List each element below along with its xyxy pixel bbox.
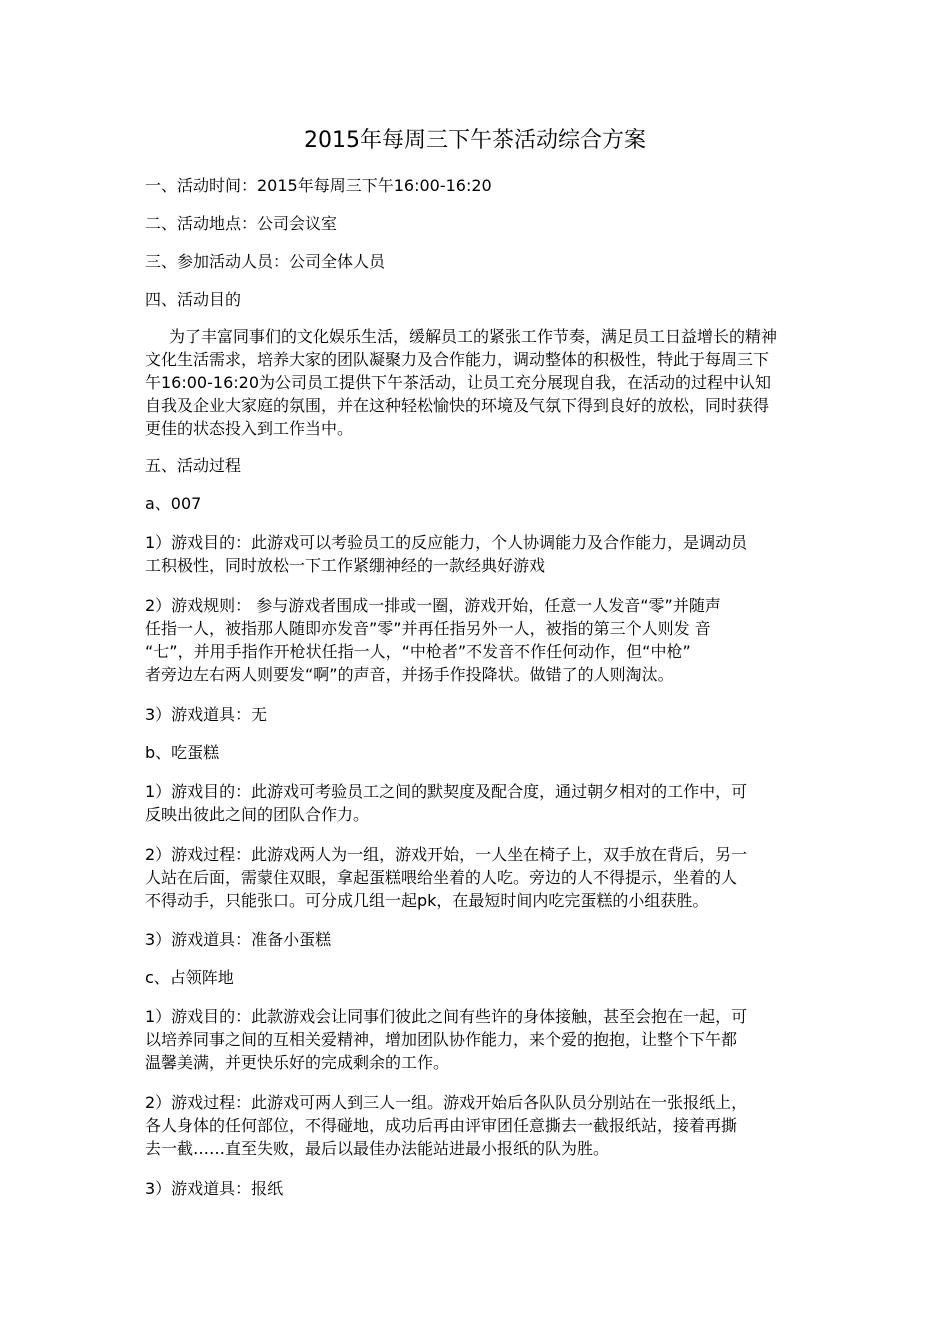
participants: 三、参加活动人员：公司全体人员 [145, 252, 386, 271]
section-heading-purpose: 四、活动目的 [145, 290, 242, 309]
paragraph-line: 更佳的状态投入到工作当中。 [145, 419, 354, 438]
paragraph-line: 2）游戏过程：此游戏两人为一组，游戏开始，一人坐在椅子上，双手放在背后，另一 [145, 845, 748, 864]
document-title: 2015年每周三下午茶活动综合方案 [304, 128, 646, 153]
game-a-purpose [145, 531, 810, 577]
paragraph-line: 人站在后面，需蒙住双眼，拿起蛋糕喂给坐着的人吃。旁边的人不得提示，坐着的人 [145, 868, 738, 887]
paragraph-line: 为了丰富同事们的文化娱乐生活，缓解员工的紧张工作节奏，满足员工日益增长的精神 [169, 327, 778, 346]
activity-time: 一、活动时间：2015年每周三下午16:00-16:20 [145, 176, 492, 195]
game-b-props: 3）游戏道具：准备小蛋糕 [145, 930, 332, 949]
section-heading-process: 五、活动过程 [145, 456, 242, 475]
game-b-purpose [145, 780, 810, 826]
paragraph-line: 温馨美满，并更快乐好的完成剩余的工作。 [145, 1053, 450, 1072]
activity-location: 二、活动地点：公司会议室 [145, 214, 338, 233]
game-c-heading: c、占领阵地 [145, 968, 234, 987]
game-c-purpose [145, 1005, 810, 1074]
paragraph-line: 2）游戏过程：此游戏可两人到三人一组。游戏开始后各队队员分别站在一张报纸上， [145, 1093, 748, 1112]
paragraph-line: 任指一人，被指那人随即亦发音”零”并再任指另外一人，被指的第三个人则发 音 [145, 619, 711, 638]
game-a-props: 3）游戏道具：无 [145, 705, 268, 724]
paragraph-line: 自我及企业大家庭的氛围，并在这种轻松愉快的环境及气氛下得到良好的放松，同时获得 [145, 396, 770, 415]
paragraph-line: “七”，并用手指作开枪状任指一人，“中枪者”不发音不作任何动作，但“中枪” [145, 642, 691, 661]
paragraph-line: 1）游戏目的：此游戏可以考验员工的反应能力，个人协调能力及合作能力，是调动员 [145, 533, 748, 552]
paragraph-line: 2）游戏规则： 参与游戏者围成一排或一圈，游戏开始，任意一人发音“零”并随声 [145, 596, 721, 615]
paragraph-line: 者旁边左右两人则要发“啊”的声音，并扬手作投降状。做错了的人则淘汰。 [145, 665, 674, 684]
paragraph-line: 不得动手，只能张口。可分成几组一起pk，在最短时间内吃完蛋糕的小组获胜。 [145, 891, 709, 910]
game-c-props: 3）游戏道具：报纸 [145, 1179, 284, 1198]
paragraph-line: 去一截……直至失败，最后以最佳办法能站进最小报纸的队为胜。 [145, 1139, 610, 1158]
paragraph-line: 文化生活需求，培养大家的团队凝聚力及合作能力，调动整体的积极性，特此于每周三下 [145, 350, 770, 369]
game-a-rules [145, 594, 810, 686]
game-c-process [145, 1091, 810, 1160]
paragraph-line: 午16:00-16:20为公司员工提供下午茶活动，让员工充分展现自我，在活动的过程中认知 [145, 373, 771, 392]
game-a-heading: a、007 [145, 494, 202, 513]
paragraph-line: 1）游戏目的：此款游戏会让同事们彼此之间有些许的身体接触，甚至会抱在一起，可 [145, 1007, 748, 1026]
game-b-process [145, 843, 810, 912]
paragraph-line: 1）游戏目的：此游戏可考验员工之间的默契度及配合度，通过朝夕相对的工作中，可 [145, 782, 748, 801]
paragraph-line: 工积极性，同时放松一下工作紧绷神经的一款经典好游戏 [145, 556, 546, 575]
game-b-heading: b、吃蛋糕 [145, 743, 220, 762]
paragraph-line: 各人身体的任何部位，不得碰地，成功后再由评审团任意撕去一截报纸站，接着再撕 [145, 1116, 738, 1135]
purpose-paragraph [145, 325, 810, 440]
paragraph-line: 反映出彼此之间的团队合作力。 [145, 805, 370, 824]
paragraph-line: 以培养同事之间的互相关爱精神，增加团队协作能力，来个爱的抱抱，让整个下午都 [145, 1030, 738, 1049]
